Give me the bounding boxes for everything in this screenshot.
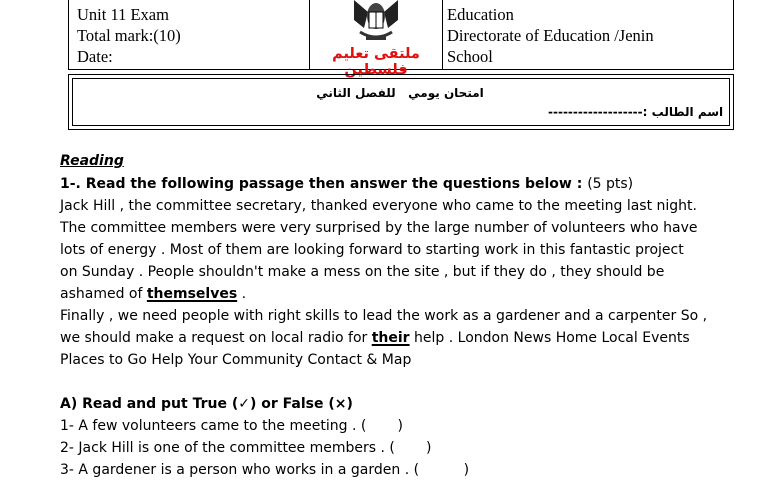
passage-line-6: Finally , we need people with right skills to lead the work as a gardener and a carpenter So , [60,308,708,324]
passage-text: . [237,286,247,302]
logo-caption: ملتقى تعليم فلسطين [332,46,420,78]
header-right-line-2: Directorate of Education /Jenin [447,26,654,45]
question-2: 2- Jack Hill is one of the committee members . ( ) [60,440,432,456]
arabic-exam-title: امتحان يومي للفصل الثاني [316,86,484,100]
header-right-line-1: Education [447,5,514,24]
reading-heading: Reading [60,153,124,169]
instruction-text: 1-. Read the following passage then answer the questions below : [60,176,588,192]
passage-text: ashamed of [60,286,147,302]
header-right-line-3: School [447,47,493,66]
student-name-field [548,105,723,119]
points: (5 pts) [587,176,634,192]
student-name-dashes: ------------------- [548,105,643,119]
passage-line-4: on Sunday . People shouldn't make a mess on the site , but if they do , they should be [60,264,665,280]
passage-line-2: The committee members were very surprised by the large number of volunteers who have [60,220,698,236]
exam-title: Unit 11 Exam [77,5,169,24]
question-1: 1- A few volunteers came to the meeting . ( ) [60,418,403,434]
total-mark: Total mark:(10) [77,26,181,45]
passage-line-3: lots of energy . Most of them are looking forward to starting work in this fantastic project [60,242,684,258]
part-a-instruction: A) Read and put True (✓) or False (×) [60,396,353,412]
passage-line-5 [60,286,246,302]
student-name-label: اسم الطالب : [642,105,724,119]
emblem-icon [350,0,402,44]
passage-line-8: Places to Go Help Your Community Contact & Map [60,352,412,368]
passage-line-1: Jack Hill , the committee secretary, thanked everyone who came to the meeting last night. [60,198,697,214]
reading-instruction [60,176,633,192]
underlined-word-their: their [371,330,410,346]
passage-line-7 [60,330,690,346]
question-3: 3- A gardener is a person who works in a garden . ( ) [60,462,470,478]
passage-text: help . London News Home Local Events [409,330,690,346]
underlined-word-themselves: themselves [146,286,238,302]
date-label: Date: [77,47,113,66]
passage-text: we should make a request on local radio for [60,330,372,346]
